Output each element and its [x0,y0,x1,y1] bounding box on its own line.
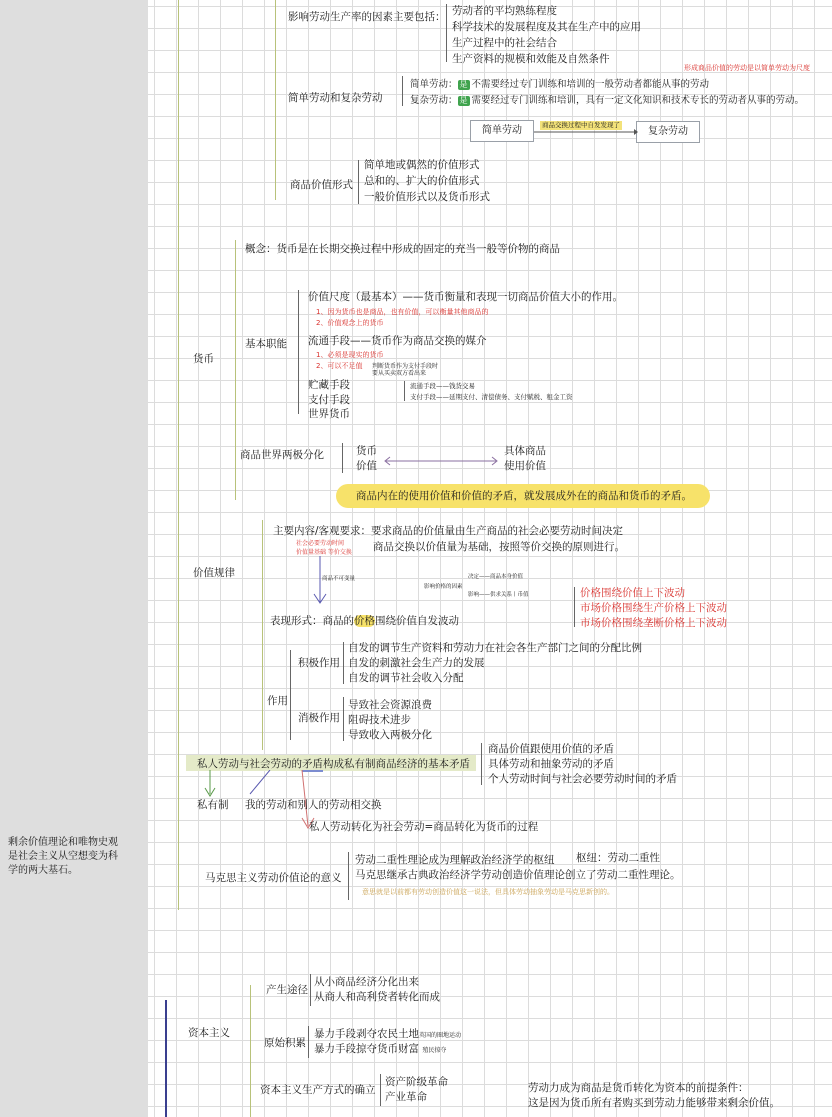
circulation-note: 1、必须是现实的货币 [316,351,384,359]
complex-labor-def [410,94,804,108]
fluctuation-line: 价格围绕价值上下波动 [580,587,685,599]
fluctuation-line: 市场价格围绕生产价格上下波动 [580,602,727,614]
marx-line: 劳动二重性理论成为理解政治经济学的枢纽 [355,854,555,866]
payment-note: 流通手段——钱货交易 [410,382,475,390]
branch-line [262,520,263,750]
branch-line [235,240,236,500]
bracket-line [298,290,299,414]
bracket-line [348,852,349,900]
branch-line [275,0,276,200]
accum-label: 原始积累 [264,1037,306,1049]
pol-right: 使用价值 [504,460,546,472]
simple-text: 不需要经过专门训练和培训的一般劳动者都能从事的劳动 [471,79,710,90]
left-note-line: 学的两大基石。 [8,865,78,876]
labor-label: 简单劳动和复杂劳动 [288,92,383,104]
positive-item: 自发的调节生产资料和劳动力在社会各生产部门之间的分配比例 [348,642,642,654]
circulation-note: 2、可以不足值 [316,362,363,370]
origin-item: 从小商品经济分化出来 [314,976,419,988]
productivity-label: 影响劳动生产率的因素主要包括： [288,11,446,23]
small-note: 决定——商品本身价值 [468,574,524,580]
main-content-2: 商品交换以价值量为基础，按照等价交换的原则进行。 [373,541,625,553]
box-simple-labor: 简单劳动 [470,120,534,142]
expression-form [270,614,459,628]
main-content-label [273,524,623,538]
accum-text: 暴力手段掠夺货币财富 [314,1043,419,1055]
negative-item: 导致社会资源浪费 [348,699,432,711]
negative-label: 消极作用 [298,712,340,724]
transform-note: 商品交换过程中自发发现了 [542,121,620,129]
red-small-note: 社会必要劳动时间 [296,540,345,547]
origin-item: 从商人和高利贷者转化而成 [314,991,440,1003]
main-mid: 矛盾 [302,758,323,770]
small-note: 影响——供求关系丨币值 [468,592,529,598]
value-form-item: 总和的、扩大的价值形式 [364,175,480,187]
private-ownership: 私有制 [197,799,229,811]
form-text: 商品的 [322,615,354,627]
box-complex-labor: 复杂劳动 [636,121,700,143]
contradiction-item: 具体劳动和抽象劳动的矛盾 [488,758,614,770]
positive-item: 自发的刺激社会生产力的发展 [348,657,485,669]
pol-left: 货币 [356,445,377,457]
bracket-line [481,743,482,785]
premise-line: 这是因为货币所有者购买到劳动力能够带来剩余价值。 [528,1097,780,1109]
value-measure: 价值尺度（最基本）——货币衡量和表现一切商品价值大小的作用。 [308,291,623,303]
main-1: 要求商品的价值量由生产商品的社会必要劳动时间决定 [371,525,624,537]
basic-functions-label: 基本职能 [245,338,287,350]
hoard-note: 要从买卖双方看出来 [372,370,427,377]
marx-line: 马克思继承古典政治经济学劳动创造价值理论创立了劳动二重性理论。 [355,869,681,881]
law-of-value-label: 价值规律 [193,567,235,579]
establish-item: 资产阶级革命 [385,1076,448,1088]
left-note [8,836,118,878]
main-post: 构成私有制商品经济的基本矛盾 [323,758,470,770]
complex-badge: 是 [459,96,468,105]
negative-item: 导致收入两极分化 [348,729,432,741]
complex-text: 需要经过专门训练和培训，具有一定文化知识和技术专长的劳动者从事的劳动。 [471,95,805,106]
pol-left: 价值 [356,460,377,472]
transform-arrow [534,128,638,136]
world-money: 世界货币 [308,408,350,420]
accum-item [314,1042,446,1058]
private-labor-main [197,757,470,771]
money-label: 货币 [193,353,214,365]
form-text: 围绕价值自发波动 [375,615,459,627]
accum-item [314,1027,461,1043]
money-concept: 概念：货币是在长期交换过程中形成的固定的充当一般等价物的商品 [245,243,560,255]
simple-labor-def [410,78,709,92]
productivity-item: 生产过程中的社会结合 [452,37,557,49]
positive-item: 自发的调节社会收入分配 [348,672,464,684]
simple-badge: 是 [459,80,468,89]
payment-note: 支付手段——延期支付、清偿债务、支付赋税、租金工资 [410,393,573,401]
branch-line [250,985,251,1117]
productivity-item: 生产资料的规模和效能及自然条件 [452,53,610,65]
bracket-line [574,587,575,627]
effect-label: 作用 [267,695,288,707]
bracket-line [343,642,344,684]
negative-item: 阻碍技术进步 [348,714,411,726]
polarization-label: 商品世界两极分化 [240,449,324,461]
left-panel [0,0,148,1117]
hoard-note: 判断货币作为支付手段时 [372,363,439,370]
small-note: 商品不可变量 [322,576,356,582]
payment: 支付手段 [308,394,350,406]
bracket-line [342,443,343,473]
simple-prefix: 简单劳动： [410,79,458,90]
bracket-line [404,381,405,401]
measure-note: 1、因为货币也是商品，也有价值，可以衡量其他商品的 [316,308,489,316]
contradiction-item: 商品价值跟使用价值的矛盾 [488,743,614,755]
left-note-line: 是社会主义从空想变为科 [8,851,118,862]
marx-note: 意思就是以前都有劳动创造价值这一说法，但具体劳动抽象劳动是马克思新创的。 [362,888,614,896]
circulation: 流通手段——货币作为商品交换的媒介 [308,335,487,347]
establish-item: 产业革命 [385,1091,427,1103]
bracket-line [446,4,447,62]
bracket-line [308,1026,309,1058]
productivity-item: 劳动者的平均熟练程度 [452,5,557,17]
accum-note: 英国的圈地运动 [419,1032,462,1039]
bracket-line [290,650,291,740]
contradiction-text: 商品内在的使用价值和价值的矛盾，就发展成外在的商品和货币的矛盾。 [356,490,692,502]
red-small-note: 价值量基础 等价交换 [296,549,352,556]
small-note: 影响价格的因素 [424,584,463,590]
origin-label: 产生途径 [266,984,308,996]
pol-right: 具体商品 [504,445,546,457]
polarization-arrow [382,456,500,466]
trunk-line [178,0,179,910]
main-label: 主要内容/客观要求： [273,525,372,537]
hoard: 贮藏手段 [308,379,350,391]
capitalism-bar [165,1000,167,1117]
establish-label: 资本主义生产方式的确立 [260,1084,376,1096]
value-form-label: 商品价值形式 [290,179,353,191]
bracket-line [343,697,344,741]
bracket-line [310,974,311,1006]
form-label: 表现形式： [270,615,323,627]
labor-conversion: 私人劳动转化为社会劳动=商品转化为货币的过程 [309,821,539,833]
labor-exchange: 我的劳动和别人的劳动相交换 [245,799,382,811]
measure-note: 2、价值观念上的货币 [316,319,384,327]
marx-label: 马克思主义劳动价值论的意义 [205,872,342,884]
accum-text: 暴力手段剥夺农民土地 [314,1028,419,1040]
red-note-top: 形成商品价值的劳动是以简单劳动为尺度 [684,64,810,72]
form-highlight: 价格 [354,615,375,627]
value-form-item: 简单地或偶然的价值形式 [364,159,480,171]
capitalism-label: 资本主义 [188,1027,230,1039]
main-pre: 私人劳动与社会劳动的 [197,758,302,770]
premise-line: 劳动力成为商品是货币转化为资本的前提条件： [528,1082,749,1094]
bracket-line [380,1074,381,1106]
productivity-item: 科学技术的发展程度及其在生产中的应用 [452,21,641,33]
bracket-line [358,160,359,204]
accum-note: 殖民掠夺 [422,1047,447,1054]
marx-pivot: 枢纽：劳动二重性 [576,852,660,864]
fluctuation-line: 市场价格围绕垄断价格上下波动 [580,617,727,629]
positive-label: 积极作用 [298,657,340,669]
value-form-item: 一般价值形式以及货币形式 [364,191,490,203]
bracket-line [402,76,403,106]
left-note-line: 剩余价值理论和唯物史观 [8,837,118,848]
contradiction-item: 个人劳动时间与社会必要劳动时间的矛盾 [488,773,677,785]
complex-prefix: 复杂劳动： [410,95,458,106]
